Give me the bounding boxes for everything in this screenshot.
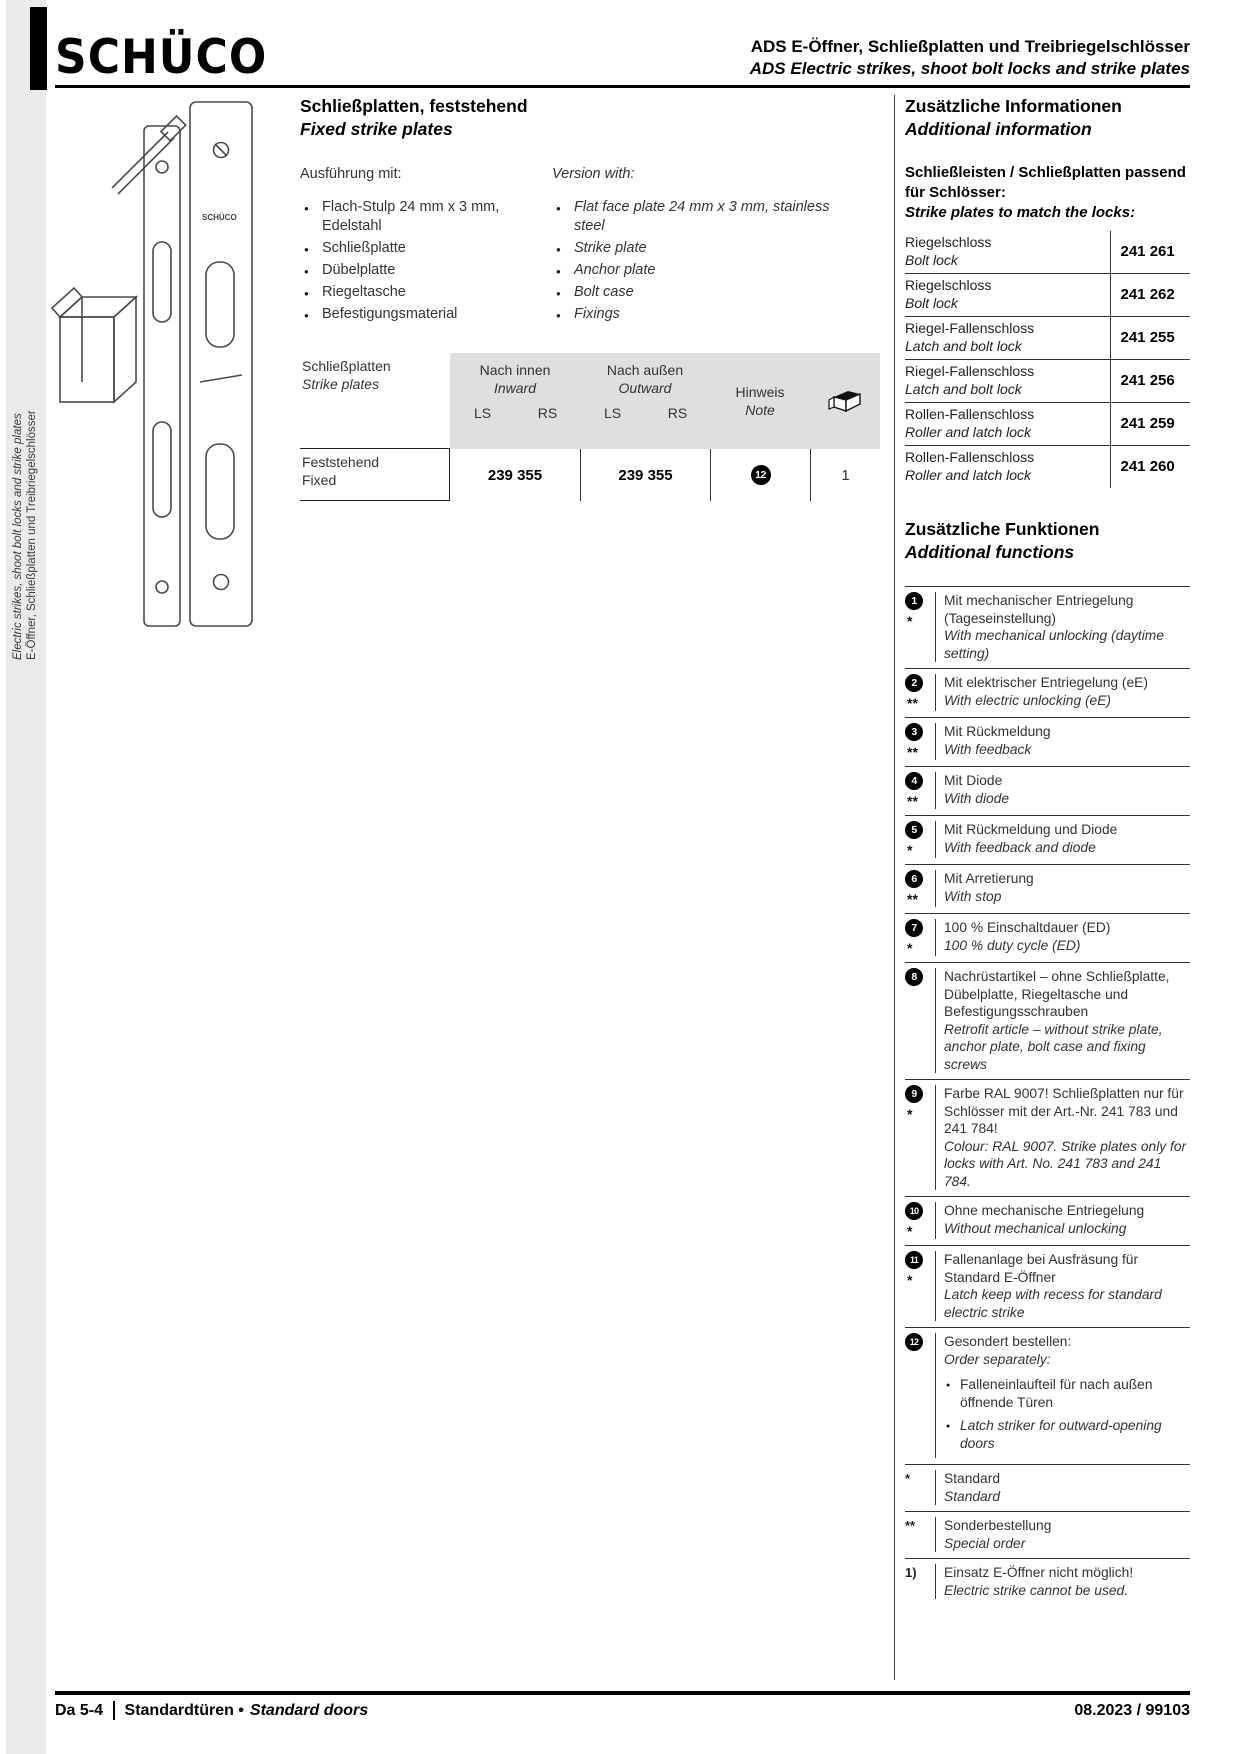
page-tab-marker: [30, 7, 47, 90]
lock-row: [905, 317, 1190, 360]
function-number-badge: 4: [905, 772, 923, 790]
function-text-en: Retrofit article – without strike plate, anchor plate, bolt case and fixing screws: [944, 1021, 1163, 1072]
function-marker: [905, 1251, 935, 1321]
function-text: [935, 723, 1190, 760]
lock-name-de: Riegel-Fallenschloss: [905, 320, 1035, 336]
function-row: [905, 1196, 1190, 1245]
spec-label-en: Version with:: [552, 166, 635, 182]
function-marker: [905, 592, 935, 662]
spec-lists: [300, 165, 882, 327]
function-text-de: Nachrüstartikel – ohne Schließplatte, Dübelplatte, Riegeltasche und Befestigungsschrauben: [944, 969, 1170, 1019]
order-table: [300, 353, 880, 501]
function-number-badge: 11: [905, 1251, 923, 1269]
col-product-en: Strike plates: [302, 376, 380, 392]
legend-text-de: Standard: [944, 1471, 1000, 1486]
sidebar-text-de: E-Öffner, Schließplatten und Treibriegelschlösser: [26, 410, 38, 660]
function-text-de: Farbe RAL 9007! Schließplatten nur für Schlösser mit der Art.-Nr. 241 783 und 241 784!: [944, 1086, 1184, 1136]
legend-text-de: Sonderbestellung: [944, 1518, 1052, 1533]
plate-brand-label: SCHÜCO: [202, 213, 237, 222]
function-marker: [905, 919, 935, 956]
row-product-en: Fixed: [302, 472, 337, 488]
function-stars: **: [907, 793, 918, 809]
row-art-inward: 239 355: [487, 466, 543, 484]
locks-table: [905, 231, 1190, 488]
legend-text-en: Electric strike cannot be used.: [944, 1582, 1129, 1598]
function-text-de: Mit Rückmeldung und Diode: [944, 822, 1118, 837]
function-stars: *: [907, 613, 913, 629]
function-number-badge: 10: [905, 1202, 923, 1220]
col-inward-header: [450, 353, 580, 449]
section-title-en: Fixed strike plates: [300, 119, 453, 139]
spec-item: ● Flach-Stulp 24 mm x 3 mm, Edelstahl: [300, 198, 552, 236]
functions-title: [905, 518, 1190, 564]
footer-rule: [55, 1691, 1190, 1695]
lock-row: [905, 231, 1190, 274]
spec-item: ● Riegeltasche: [300, 283, 552, 302]
spec-list-de: [300, 165, 552, 327]
spec-item: ● Bolt case: [552, 283, 852, 302]
spec-item: ● Anchor plate: [552, 261, 852, 280]
function-row: [905, 1327, 1190, 1464]
function-text-en: Latch keep with recess for standard electric strike: [944, 1287, 1162, 1320]
col-note-de: Hinweis: [735, 384, 785, 400]
function-text: [935, 772, 1190, 809]
function-row: [905, 815, 1190, 864]
function-text: [935, 1202, 1190, 1239]
row-product: [300, 449, 450, 501]
row-note: [710, 449, 810, 501]
spec-item: ● Fixings: [552, 305, 852, 324]
legend-text: [935, 1470, 1190, 1505]
function-text-en: With diode: [944, 790, 1010, 806]
lock-name-en: Latch and bolt lock: [905, 337, 1022, 354]
order-table-header: [300, 353, 880, 449]
function-text-en: 100 % duty cycle (ED): [944, 937, 1081, 953]
function-text-en: With feedback and diode: [944, 839, 1096, 855]
spec-items-de: [300, 198, 552, 324]
lock-art-no: 241 259: [1110, 403, 1190, 446]
legend-row: [905, 1464, 1190, 1511]
header-rule: [55, 85, 1190, 88]
col-rs: RS: [667, 405, 688, 421]
function-text: [935, 1333, 1190, 1458]
lock-name: [905, 317, 1110, 360]
function-marker: [905, 870, 935, 907]
function-marker: [905, 1333, 935, 1458]
legend-mark: **: [905, 1518, 916, 1533]
lock-name-de: Rollen-Fallenschloss: [905, 406, 1035, 422]
order-table-header-gray: [450, 353, 880, 449]
sidebar-strip: [6, 0, 46, 1754]
footer: [55, 1701, 1190, 1720]
function-text-de: Mit Diode: [944, 773, 1003, 788]
lock-name: [905, 274, 1110, 317]
function-stars: *: [907, 1223, 913, 1239]
schueco-logo: SCHÜCO: [55, 29, 268, 85]
function-number-badge: 7: [905, 919, 923, 937]
function-number-badge: 1: [905, 592, 923, 610]
function-row: [905, 766, 1190, 815]
legend-row: [905, 1511, 1190, 1558]
lock-row: [905, 446, 1190, 489]
function-marker: [905, 723, 935, 760]
legend-text-de: Einsatz E-Öffner nicht möglich!: [944, 1565, 1134, 1580]
spec-item: ● Schließplatte: [300, 239, 552, 258]
strike-plate: [190, 102, 252, 626]
col-note-en: Note: [745, 402, 775, 418]
function-row: [905, 864, 1190, 913]
legend-mark: 1): [905, 1565, 917, 1580]
match-heading-de: Schließleisten / Schließplatten passend für Schlösser:: [905, 164, 1186, 201]
lock-name: [905, 446, 1110, 489]
col-pack-header: [810, 353, 880, 449]
lock-name-en: Latch and bolt lock: [905, 380, 1022, 397]
function-bullet-en: ● Latch striker for outward-opening doors: [944, 1417, 1190, 1452]
function-sub-bullets: [944, 1376, 1190, 1452]
lock-row: [905, 274, 1190, 317]
function-marker: [905, 1085, 935, 1190]
match-heading: [905, 163, 1190, 223]
function-marker: [905, 772, 935, 809]
function-number-badge: 2: [905, 674, 923, 692]
sidebar-text-en: Electric strikes, shoot bolt locks and strike plates: [12, 413, 24, 660]
function-stars: *: [907, 940, 913, 956]
spec-list-en: [552, 165, 852, 327]
function-number-badge: 3: [905, 723, 923, 741]
footer-page-number: Da 5-4: [55, 1701, 104, 1719]
function-text-en: Order separately:: [944, 1351, 1051, 1367]
legend-text-en: Standard: [944, 1488, 1000, 1504]
col-outward-header: [580, 353, 710, 449]
column-divider: [894, 95, 895, 1680]
function-text-de: Gesondert bestellen:: [944, 1334, 1072, 1349]
col-rs: RS: [537, 405, 558, 421]
spec-item: ● Strike plate: [552, 239, 852, 258]
match-heading-en: Strike plates to match the locks:: [905, 204, 1136, 221]
function-stars: *: [907, 1106, 913, 1122]
function-text-en: With stop: [944, 888, 1002, 904]
function-marker: [905, 968, 935, 1073]
lock-name-en: Bolt lock: [905, 294, 958, 311]
function-number-badge: 5: [905, 821, 923, 839]
function-row: [905, 586, 1190, 668]
lock-name: [905, 403, 1110, 446]
function-row: [905, 962, 1190, 1079]
lock-art-no: 241 255: [1110, 317, 1190, 360]
function-bullet-de: ● Falleneinlaufteil für nach außen öffnende Türen: [944, 1376, 1190, 1411]
function-number-badge: 12: [905, 1333, 923, 1351]
function-stars: *: [907, 842, 913, 858]
package-icon: [827, 388, 863, 414]
col-ls: LS: [473, 405, 492, 421]
col-product-header: [300, 353, 450, 449]
function-row: [905, 913, 1190, 962]
footer-separator: [113, 1701, 115, 1720]
lock-art-no: 241 256: [1110, 360, 1190, 403]
function-text-de: Mit mechanischer Entriegelung (Tageseinstellung): [944, 593, 1134, 626]
page-title: [750, 36, 1190, 80]
function-number-badge: 8: [905, 968, 923, 986]
function-text-de: Fallenanlage bei Ausfräsung für Standard E-Öffner: [944, 1252, 1139, 1285]
function-text-en: With feedback: [944, 741, 1032, 757]
note-12-badge: 12: [751, 465, 771, 485]
lock-name-de: Rollen-Fallenschloss: [905, 449, 1035, 465]
row-product-de: Feststehend: [302, 454, 380, 470]
lock-art-no: 241 261: [1110, 231, 1190, 274]
function-row: [905, 717, 1190, 766]
function-stars: **: [907, 695, 918, 711]
legend-text: [935, 1517, 1190, 1552]
lock-name-de: Riegel-Fallenschloss: [905, 363, 1035, 379]
functions-title-de: Zusätzliche Funktionen: [905, 519, 1100, 539]
legend-text: [935, 1564, 1190, 1599]
lock-name-en: Bolt lock: [905, 251, 958, 268]
page-title-de: ADS E-Öffner, Schließplatten und Treibriegelschlösser: [750, 37, 1190, 56]
footer-date-code: 08.2023 / 99103: [1074, 1701, 1190, 1719]
function-number-badge: 9: [905, 1085, 923, 1103]
function-text-de: Mit Rückmeldung: [944, 724, 1051, 739]
function-text: [935, 1085, 1190, 1190]
function-text: [935, 870, 1190, 907]
info-title-en: Additional information: [905, 119, 1092, 139]
section-title-de: Schließplatten, feststehend: [300, 96, 528, 116]
legend-text-en: Special order: [944, 1535, 1026, 1551]
function-marker: [905, 674, 935, 711]
strike-plate-drawing: [50, 92, 285, 637]
function-text-en: Colour: RAL 9007. Strike plates only for locks with Art. No. 241 783 and 241 784.: [944, 1138, 1187, 1189]
spec-items-en: [552, 198, 852, 324]
lock-art-no: 241 262: [1110, 274, 1190, 317]
legend-mark: *: [905, 1471, 911, 1486]
lock-name-en: Roller and latch lock: [905, 466, 1032, 483]
function-text: [935, 821, 1190, 858]
function-text-de: 100 % Einschaltdauer (ED): [944, 920, 1111, 935]
function-row: [905, 1245, 1190, 1327]
function-stars: **: [907, 891, 918, 907]
functions-title-en: Additional functions: [905, 542, 1075, 562]
col-inward-en: Inward: [493, 380, 536, 396]
col-inward-de: Nach innen: [479, 362, 551, 378]
lock-name-en: Roller and latch lock: [905, 423, 1032, 440]
function-text: [935, 1251, 1190, 1321]
function-number-badge: 6: [905, 870, 923, 888]
function-text-en: Without mechanical unlocking: [944, 1220, 1127, 1236]
lock-name: [905, 231, 1110, 274]
page-title-en: ADS Electric strikes, shoot bolt locks and strike plates: [749, 59, 1190, 78]
function-stars: **: [907, 744, 918, 760]
info-title-de: Zusätzliche Informationen: [905, 96, 1122, 116]
col-outward-de: Nach außen: [606, 362, 684, 378]
sidebar-vertical-text: [11, 410, 39, 660]
pin-icon: [112, 116, 186, 194]
function-text: [935, 968, 1190, 1073]
col-ls: LS: [603, 405, 622, 421]
spec-item: ● Befestigungsmaterial: [300, 305, 552, 324]
function-text-en: With electric unlocking (eE): [944, 692, 1112, 708]
lock-row: [905, 403, 1190, 446]
function-text: [935, 674, 1190, 711]
function-text-de: Ohne mechanische Entriegelung: [944, 1203, 1145, 1218]
function-text: [935, 919, 1190, 956]
lock-row: [905, 360, 1190, 403]
lock-name: [905, 360, 1110, 403]
legend-row: [905, 1558, 1190, 1605]
info-section: [905, 95, 1190, 1605]
order-table-row: [300, 449, 880, 501]
info-title: [905, 95, 1190, 141]
lock-name-de: Riegelschloss: [905, 234, 992, 250]
spec-item: ● Dübelplatte: [300, 261, 552, 280]
footer-section-en: Standard doors: [249, 1701, 369, 1719]
functions-list: [905, 586, 1190, 1464]
function-text-de: Mit elektrischer Entriegelung (eE): [944, 675, 1148, 690]
function-row: [905, 1079, 1190, 1196]
footer-section-de: Standardtüren •: [124, 1701, 244, 1719]
function-text: [935, 592, 1190, 662]
face-plate: [144, 126, 180, 626]
row-art-outward: 239 355: [580, 449, 710, 501]
function-stars: *: [907, 1272, 913, 1288]
row-pack-qty: 1: [810, 449, 880, 501]
legend-list: [905, 1464, 1190, 1605]
function-marker: [905, 821, 935, 858]
function-text-en: With mechanical unlocking (daytime setting): [944, 628, 1164, 661]
section-title: [300, 95, 882, 141]
col-outward-en: Outward: [618, 380, 672, 396]
lock-name-de: Riegelschloss: [905, 277, 992, 293]
spec-label-de: Ausführung mit:: [300, 166, 402, 182]
col-note-header: [710, 353, 810, 449]
function-row: [905, 668, 1190, 717]
main-section: [300, 95, 882, 501]
spec-item: ● Flat face plate 24 mm x 3 mm, stainless steel: [552, 198, 852, 236]
bolt-case-box: [52, 288, 136, 402]
function-marker: [905, 1202, 935, 1239]
function-text-de: Mit Arretierung: [944, 871, 1034, 886]
lock-art-no: 241 260: [1110, 446, 1190, 489]
col-product-de: Schließplatten: [302, 358, 391, 374]
